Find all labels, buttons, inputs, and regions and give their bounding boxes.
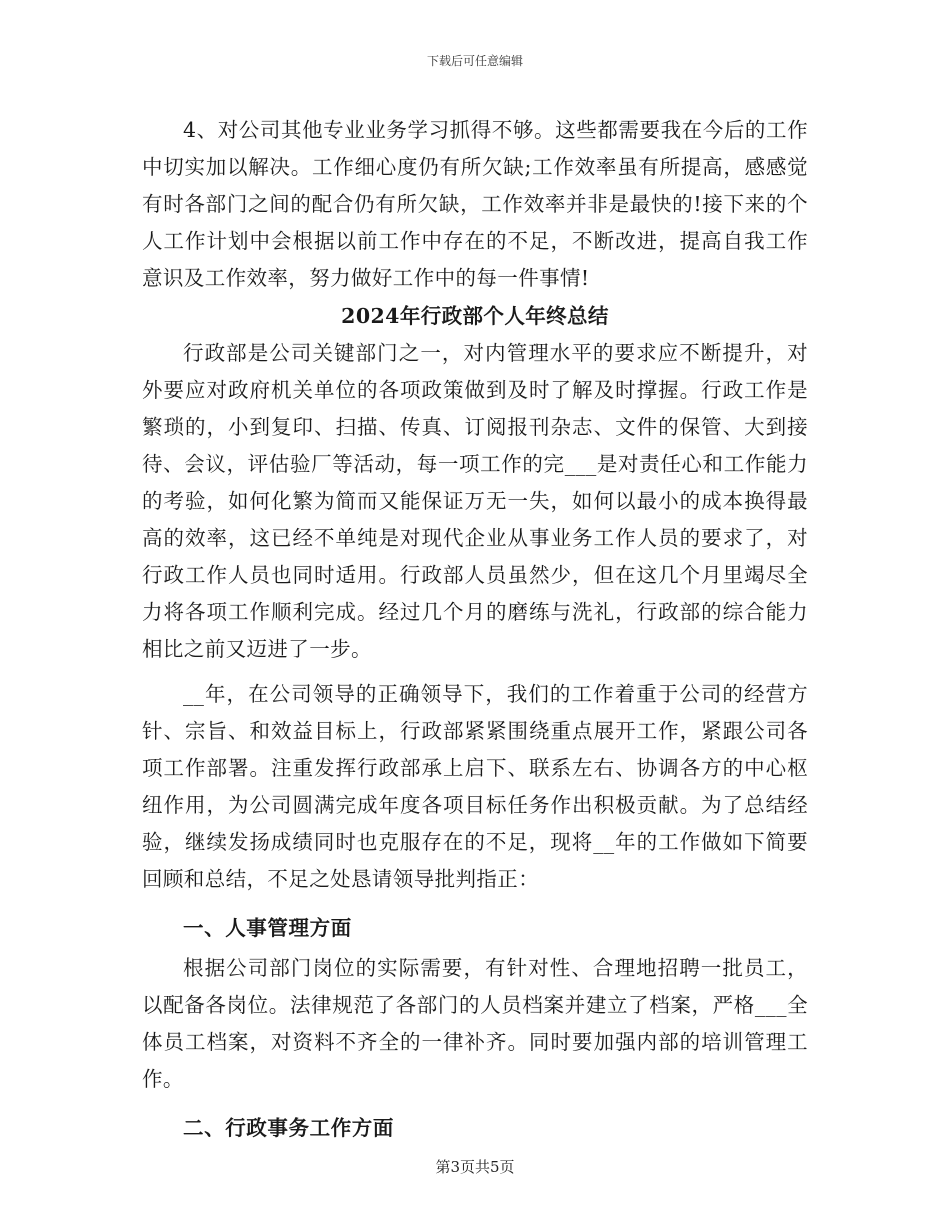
section-heading-1: 一、人事管理方面 xyxy=(183,916,352,940)
paragraph-2: 行政部是公司关键部门之一，对内管理水平的要求应不断提升，对外要应对政府机关单位的各项政策做到及时了解及时撑握。行政工作是繁琐的，小到复印、扫描、传真、订阅报刊杂志、文件的保管、大到接待、会议，评估验厂等活动，每一项工作的完___是对责任心和工作能力的考验，如何化繁为简而又能保证万无一失，如何以最小的成本换得最高的效率，这已经不单纯是对现代企业从事业务工作人员的要求了，对行政工作人员也同时适用。行政部人员虽然少，但在这几个月里竭尽全力将各项工作顺利完成。经过几个月的磨练与洗礼，行政部的综合能力相比之前又迈进了一步。 xyxy=(142,341,808,661)
paragraph-3: __年，在公司领导的正确领导下，我们的工作着重于公司的经营方针、宗旨、和效益目标上，行政部紧紧围绕重点展开工作，紧跟公司各项工作部署。注重发挥行政部承上启下、联系左右、协调各方的中心枢纽作用，为公司圆满完成年度各项目标任务作出积极贡献。为了总结经验，继续发扬成绩同时也克服存在的不足，现将__年的工作做如下简要回顾和总结，不足之处恳请领导批判指正： xyxy=(142,682,808,891)
paragraph-1: 4、对公司其他专业业务学习抓得不够。这些都需要我在今后的工作中切实加以解决。工作细心度仍有所欠缺;工作效率虽有所提高，感感觉有时各部门之间的配合仍有所欠缺，工作效率并非是最快的!接下来的个人工作计划中会根据以前工作中存在的不足，不断改进，提高自我工作意识及工作效率，努力做好工作中的每一件事情! xyxy=(142,118,808,290)
section-heading-2: 二、行政事务工作方面 xyxy=(183,1116,394,1140)
paragraph-4: 根据公司部门岗位的实际需要，有针对性、合理地招聘一批员工，以配备各岗位。法律规范了各部门的人员档案并建立了档案，严格___全体员工档案，对资料不齐全的一律补齐。同时要加强内部的培训管理工作。 xyxy=(142,956,808,1091)
page-footer: 第3页共5页 xyxy=(435,1158,515,1176)
page-header: 下载后可任意编辑 xyxy=(426,54,523,68)
document-body xyxy=(142,112,808,1150)
document-title: 2024年行政部个人年终总结 xyxy=(341,304,609,328)
